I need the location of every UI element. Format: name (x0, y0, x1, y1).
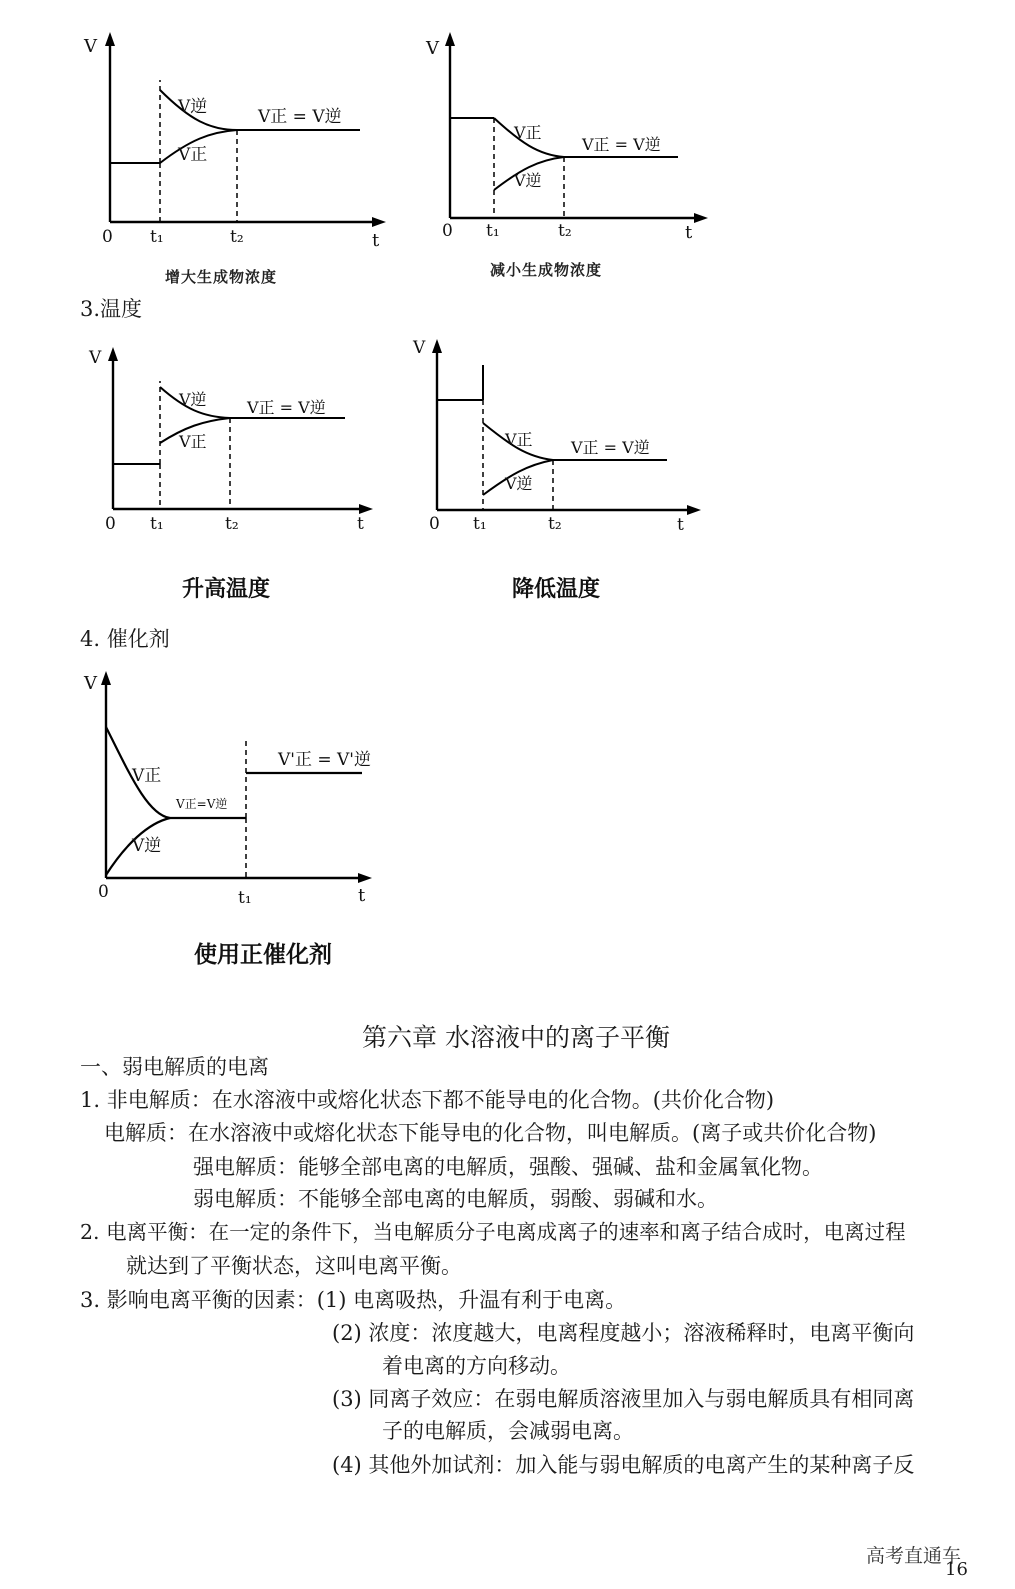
caption-raise-temperature: 升高温度 (182, 577, 271, 602)
paragraph-electrolyte: 电解质：在水溶液中或熔化状态下能导电的化合物，叫电解质。(离子或共价化合物) (104, 1121, 877, 1145)
v-axis-label: V (89, 348, 102, 368)
section-temperature: 3.温度 (80, 297, 143, 321)
t2-label: t₂ (225, 514, 239, 534)
t1-label: t₁ (150, 227, 164, 247)
origin-label: 0 (98, 882, 109, 902)
origin-label: 0 (102, 227, 113, 247)
new-equilibrium-label: V'正 = V'逆 (278, 750, 371, 770)
graph-raise-temperature (85, 343, 385, 543)
t-axis-label: t (685, 222, 693, 243)
equilibrium-label: V正 = V逆 (258, 107, 342, 127)
paragraph-factors-2: (2) 浓度：浓度越大，电离程度越小；溶液稀释时，电离平衡向 (332, 1321, 915, 1345)
v-axis-label: V (84, 673, 97, 694)
lower-curve-label: V逆 (514, 171, 542, 190)
equilibrium-label: V正 = V逆 (582, 135, 661, 154)
t1-label: t₁ (150, 514, 164, 534)
equilibrium-label: V正 = V逆 (571, 438, 650, 457)
v-axis-label: V (413, 338, 426, 358)
lower-curve-label: V正 (179, 432, 207, 451)
origin-label: 0 (429, 514, 440, 534)
v-axis-label: V (426, 38, 439, 59)
t1-label: t₁ (238, 888, 252, 908)
paragraph-factors-5: 子的电解质，会减弱电离。 (382, 1419, 634, 1443)
t2-label: t₂ (548, 514, 562, 534)
mid-equilibrium-label: V正=V逆 (176, 797, 228, 811)
paragraph-factors-6: (4) 其他外加试剂：加入能与弱电解质的电离产生的某种离子反 (332, 1453, 915, 1477)
t-axis-label: t (372, 230, 380, 251)
lower-curve-label: V逆 (132, 836, 162, 856)
graph-lower-temperature (405, 335, 715, 545)
graph-decrease-product (420, 30, 720, 280)
origin-label: 0 (105, 514, 116, 534)
t-axis-label: t (677, 515, 684, 535)
upper-curve-label: V逆 (179, 390, 207, 409)
paragraph-nonelectrolyte: 1. 非电解质：在水溶液中或熔化状态下都不能导电的化合物。(共价化合物) (80, 1088, 775, 1112)
paragraph-factors-4: (3) 同离子效应：在弱电解质溶液里加入与弱电解质具有相同离 (332, 1387, 915, 1411)
caption-decrease-product: 减小生成物浓度 (490, 261, 603, 279)
t2-label: t₂ (230, 227, 244, 247)
subsection-heading: 一、弱电解质的电离 (80, 1055, 269, 1079)
t1-label: t₁ (473, 514, 487, 534)
upper-curve-label: V正 (514, 123, 542, 142)
chapter-title: 第六章 水溶液中的离子平衡 (362, 1023, 670, 1052)
origin-label: 0 (442, 221, 453, 241)
caption-increase-product: 增大生成物浓度 (165, 268, 278, 286)
paragraph-ionization-equilibrium-2: 就达到了平衡状态，这叫电离平衡。 (126, 1254, 462, 1278)
graph-catalyst (80, 665, 390, 925)
upper-curve-label: V正 (132, 766, 162, 786)
equilibrium-label: V正 = V逆 (247, 398, 326, 417)
paragraph-factors-1: 3. 影响电离平衡的因素：(1) 电离吸热，升温有利于电离。 (80, 1288, 627, 1312)
lower-curve-label: V逆 (505, 474, 533, 493)
graph-increase-product (80, 30, 400, 290)
v-axis-label: V (84, 36, 97, 57)
paragraph-factors-3: 着电离的方向移动。 (382, 1354, 571, 1378)
upper-curve-label: V正 (505, 430, 533, 449)
caption-lower-temperature: 降低温度 (512, 577, 601, 602)
t1-label: t₁ (486, 221, 500, 241)
section-catalyst: 4. 催化剂 (80, 627, 170, 651)
paragraph-weak-electrolyte: 弱电解质：不能够全部电离的电解质，弱酸、弱碱和水。 (193, 1187, 718, 1211)
page-number: 16 (945, 1559, 968, 1580)
caption-catalyst: 使用正催化剂 (194, 942, 332, 968)
upper-curve-label: V逆 (178, 97, 208, 117)
lower-curve-label: V正 (178, 145, 208, 165)
paragraph-strong-electrolyte: 强电解质：能够全部电离的电解质，强酸、强碱、盐和金属氧化物。 (193, 1155, 823, 1179)
watermark: 高考直通车 (866, 1545, 962, 1567)
paragraph-ionization-equilibrium-1: 2. 电离平衡：在一定的条件下，当电解质分子电离成离子的速率和离子结合成时，电离过程 (80, 1220, 906, 1244)
t-axis-label: t (358, 885, 366, 906)
t-axis-label: t (357, 514, 364, 534)
t2-label: t₂ (558, 221, 572, 241)
